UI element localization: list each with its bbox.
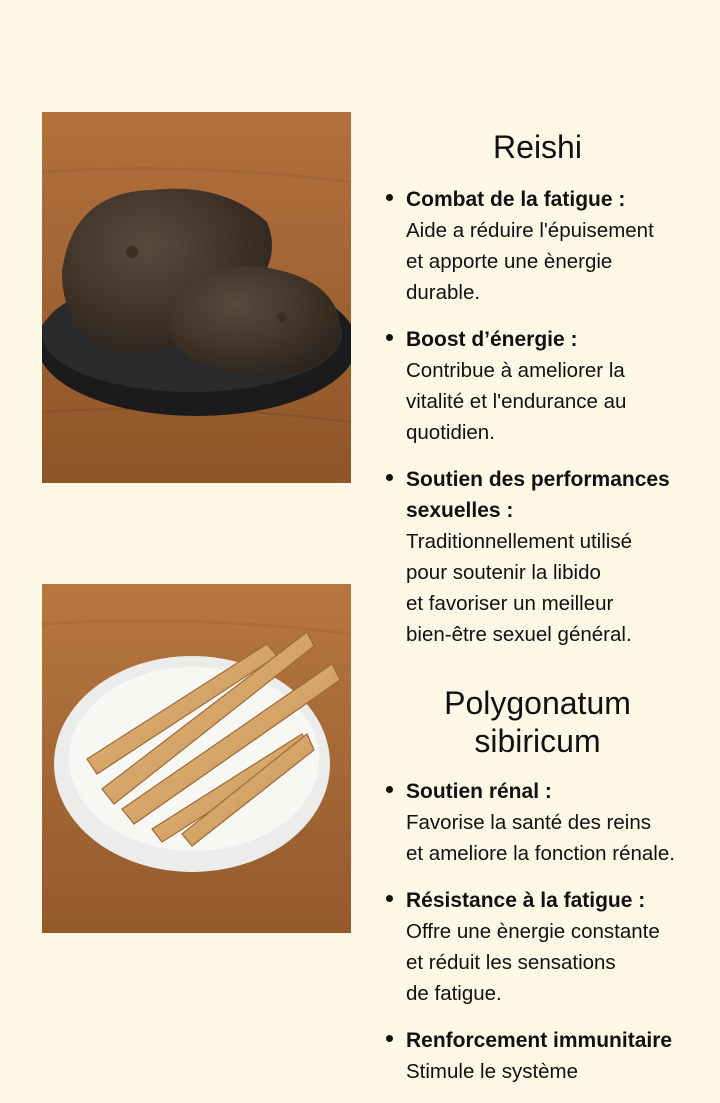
benefit-heading: Combat de la fatigue : (406, 188, 626, 211)
benefit-heading: Soutien des performances sexuelles : (406, 468, 670, 522)
benefit-description: Stimule le système (406, 1060, 579, 1083)
benefit-description: Favorise la santé des reins et ameliore la fonction rénale. (406, 811, 675, 865)
benefit-heading: Soutien rénal : (406, 780, 552, 803)
list-item (380, 464, 715, 650)
reishi-benefits-list (380, 184, 715, 650)
polygonatum-title: Polygonatum sibiricum (444, 685, 631, 759)
list-item (380, 184, 715, 308)
benefit-description: Aide a réduire l'épuisement et apporte une ènergie durable. (406, 219, 654, 304)
reishi-mushroom-illustration (42, 112, 351, 483)
polygonatum-section (380, 684, 715, 1103)
list-item (380, 1025, 715, 1087)
benefit-description: Traditionnellement utilisé pour soutenir la libido et favoriser un meilleur bien-être sexuel général. (406, 530, 632, 646)
list-item (380, 324, 715, 448)
reishi-photo (42, 112, 351, 483)
polygonatum-roots-illustration (42, 584, 351, 933)
benefit-description: Contribue à ameliorer la vitalité et l'endurance au quotidien. (406, 359, 627, 444)
reishi-section (380, 128, 715, 666)
reishi-title: Reishi (493, 129, 582, 165)
benefit-heading: Boost d’énergie : (406, 328, 578, 351)
benefit-heading: Renforcement immunitaire (406, 1029, 673, 1052)
list-item (380, 885, 715, 1009)
polygonatum-photo (42, 584, 351, 933)
polygonatum-benefits-list (380, 776, 715, 1087)
benefit-heading: Résistance à la fatigue : (406, 889, 646, 912)
benefit-description: Offre une ènergie constante et réduit les sensations de fatigue. (406, 920, 660, 1005)
list-item (380, 776, 715, 869)
